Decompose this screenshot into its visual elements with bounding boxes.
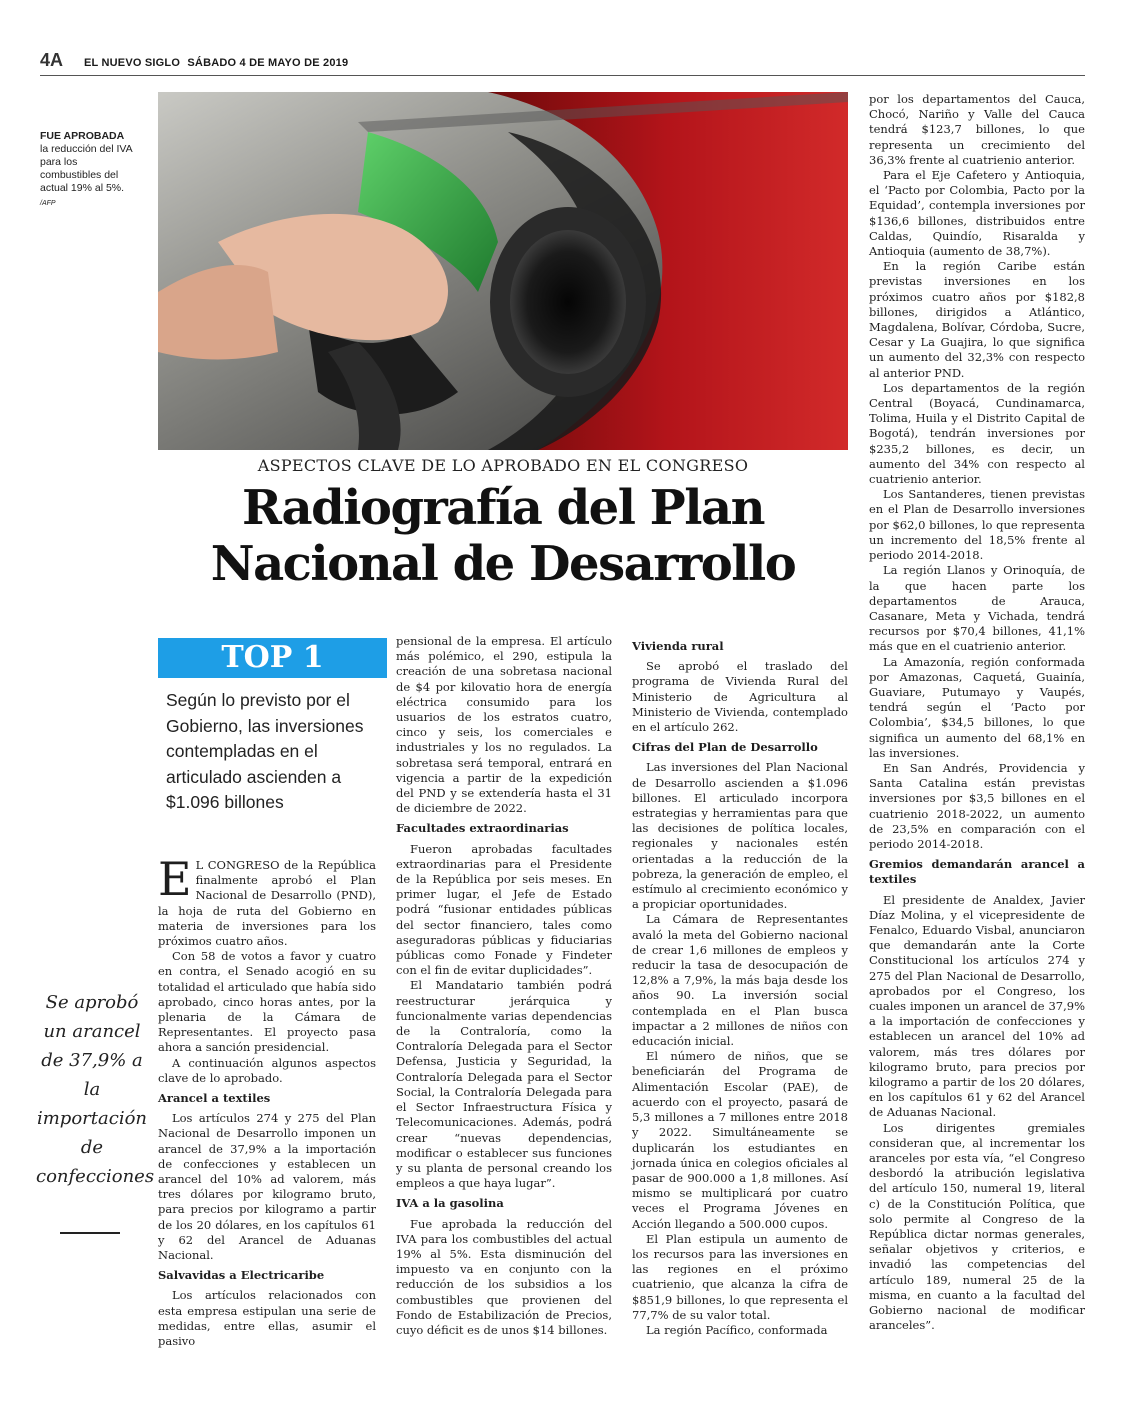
- subhead: Vivienda rural: [632, 639, 724, 653]
- paragraph: La Amazonía, región conformada por Amazonas, Caquetá, Guainía, Guaviare, Putumayo y Vaupés, tendrá según el ‘Pacto por Colombia’, $34,5 billones, lo que significa un aumento del 68,1% en las inversiones.: [869, 654, 1085, 760]
- caption-credit: /AFP: [40, 200, 56, 207]
- paragraph: por los departamentos del Cauca, Chocó, Nariño y Valle del Cauca tendrá $123,7 billones, lo que representa un crecimiento del 36,3% frente al cuatrienio anterior.: [869, 92, 1085, 167]
- paragraph: [158, 852, 376, 949]
- subhead: Gremios demandarán arancel a textiles: [869, 857, 1085, 887]
- paragraph: Las inversiones del Plan Nacional de Desarrollo ascienden a $1.096 billones. El articulado incorpora estrategias y herramientas para que las decisiones de política locales, regionales y nacionales estén orientadas a la reducción de la pobreza, la generación de empleo, el estímulo al crecimiento económico y a propiciar oportunidades.: [632, 760, 848, 912]
- lead-text: L CONGRESO de la República finalmente aprobó el Plan Nacional de Desarrollo (PND), la hoja de ruta del Gobierno en materia de inversiones para los próximos cuatro años.: [158, 858, 376, 949]
- fuel-nozzle-illustration: [158, 92, 848, 450]
- headline-line-2: Nacional de Desarrollo: [210, 536, 796, 592]
- newspaper-name: EL NUEVO SIGLO: [84, 57, 181, 69]
- paragraph: A continuación algunos aspectos clave de lo aprobado.: [158, 1055, 376, 1085]
- caption-text: la reducción del IVA para los combustibles del actual 19% al 5%.: [40, 143, 133, 194]
- subhead: IVA a la gasolina: [396, 1196, 504, 1211]
- photo-caption: [40, 130, 140, 210]
- summary-text: Según lo previsto por el Gobierno, las inversiones contempladas en el articulado ascienden a $1.096 billones: [166, 690, 364, 812]
- paragraph: Fue aprobada la reducción del IVA para los combustibles del actual 19% al 5%. Esta disminución del impuesto va en conjunto con la reducción de los subsidios a los combustibles que provienen del Fondo de Estabilización de Precios, cuyo déficit es de unos $14 billones.: [396, 1216, 612, 1337]
- column-2: [396, 634, 612, 1338]
- column-4: [869, 92, 1085, 1333]
- subhead: Salvavidas a Electricaribe: [158, 1268, 325, 1283]
- paragraph: Fueron aprobadas facultades extraordinarias para el Presidente de la República por seis meses. En primer lugar, el Jefe de Estado podrá “fusionar entidades públicas del sector financiero, tales como aseguradoras públicas y fiduciarias públicas como Fonade y Findeter con el fin de evitar duplicidades”.: [396, 841, 612, 978]
- paragraph: En la región Caribe están previstas inversiones en los próximos cuatro años por $182,8 billones, dirigidos a Atlántico, Magdalena, Bolívar, Córdoba, Sucre, Cesar y La Guajira, lo que significa un aumento del 32,3% con respecto al anterior PND.: [869, 259, 1085, 380]
- pull-quote: Se aprobó un arancel de 37,9% a la importación de confecciones: [36, 992, 155, 1187]
- paragraph: La Cámara de Representantes avaló la meta del Gobierno nacional de crear 1,6 millones de empleos y reducir la tasa de desocupación de 12,8% a 7,9%, la más baja desde los años 90. La inversión social contemplada en el Plan busca impactar a 2 millones de niños con educación inicial.: [632, 912, 848, 1049]
- paragraph: La región Pacífico, conformada: [646, 1322, 828, 1337]
- paragraph: Los artículos relacionados con esta empresa estipulan una serie de medidas, entre ellas, asumir el pasivo: [158, 1288, 376, 1349]
- subhead: Arancel a textiles: [158, 1091, 271, 1106]
- paragraph: El presidente de Analdex, Javier Díaz Molina, y el vicepresidente de Fenalco, Eduardo Visbal, anunciaron que demandarán ante la Corte Constitucional los artículos 274 y 275 del Plan Nacional de Desarrollo, aprobados por el Congreso, los cuales imponen un arancel de 37,9% a la importación de confecciones y establecen un arancel del 10% ad valorem, más tres dólares por kilogramo bruto, para precios por kilogramo a partir de los 20 dólares, en los capítulos 61 y 62 del Arancel de Aduanas Nacional.: [869, 892, 1085, 1120]
- paragraph: pensional de la empresa. El artículo más polémico, el 290, estipula la creación de una sobretasa nacional de $4 por kilovatio hora de energía eléctrica consumido para los usuarios de los estratos cuatro, cinco y seis, los comerciales e industriales y los no regulados. La sobretasa será temporal, entrará en vigencia a partir de la expedición del PND y se extendería hasta el 31 de diciembre de 2022.: [396, 634, 612, 816]
- top-label: TOP 1: [158, 638, 387, 678]
- paragraph: Se aprobó el traslado del programa de Vivienda Rural del Ministerio de Agricultura al Ministerio de Vivienda, contemplado en el artículo 262.: [632, 659, 848, 735]
- drop-cap: E: [158, 852, 192, 906]
- page-number: 4A: [40, 50, 64, 70]
- header-rule: [40, 75, 1085, 76]
- paragraph: El Mandatario también podrá reestructurar jerárquica y funcionalmente varias dependencias de la Contraloría, como la Contraloría Delegada para el Sector Defensa, Justicia y Seguridad, la Contraloría Delegada para el Sector Social, la Contraloría Delegada para el Sector Infraestructura Física y Telecomunicaciones. Además, podrá crear “nuevas dependencias, modificar o establecer sus funciones y su planta de personal creando los empleos a que haya lugar”.: [396, 978, 612, 1191]
- paragraph: El Plan estipula un aumento de los recursos para las inversiones en las regiones en el próximo cuatrienio, que alcanza la cifra de $851,9 billones, lo que representa el 77,7% de su valor total.: [632, 1231, 848, 1322]
- paragraph: El número de niños, que se beneficiarán del Programa de Alimentación Escolar (PAE), de acuerdo con el proyecto, pasará de 5,3 millones a 7 millones entre 2018 y 2022. Simultáneamente se duplicarán los estudiantes en jornada única en colegios oficiales al pasar de 900.000 a 1,8 millones. Así mismo se multiplicará por cuatro veces el Programa Jóvenes en Acción llegando a 500.000 cupos.: [632, 1049, 848, 1231]
- headline: [158, 480, 848, 592]
- paragraph: Los artículos 274 y 275 del Plan Nacional de Desarrollo imponen un arancel de 37,9% a la importación de confecciones y establecen un arancel del 10% ad valorem, más tres dólares por kilogramo bruto, para precios por kilogramo a partir de los 20 dólares, en los capítulos 61 y 62 del Arancel de Aduanas Nacional.: [158, 1111, 376, 1263]
- headline-line-1: Radiografía del Plan: [242, 480, 764, 536]
- masthead: [84, 57, 352, 69]
- column-3: [632, 634, 848, 1338]
- kicker: ASPECTOS CLAVE DE LO APROBADO EN EL CONGRESO: [257, 456, 749, 475]
- issue-date: SÁBADO 4 DE MAYO DE 2019: [187, 57, 349, 69]
- paragraph: Los dirigentes gremiales consideran que, al incrementar los aranceles por esta vía, “el Congreso desbordó la atribución legislativa del artículo 150, numeral 19, literal c) de la Constitución Política, que solo permite al Congreso de la República dictar normas generales, señalar objetivos y criterios, e invadió las competencias del artículo 189, numeral 25 de la misma, en cuanto a la facultad del Gobierno nacional de modificar aranceles”.: [869, 1120, 1085, 1333]
- column-1: [158, 852, 376, 1349]
- caption-head: FUE APROBADA: [40, 130, 125, 142]
- paragraph: La región Llanos y Orinoquía, de la que hacen parte los departamentos de Arauca, Casanare, Meta y Vichada, tendrá recursos por $70,4 billones, 41,1% más que en el cuatrienio anterior.: [869, 563, 1085, 654]
- paragraph: Los departamentos de la región Central (Boyacá, Cundinamarca, Tolima, Huila y el Distrito Capital de Bogotá), tendrán inversiones por $235,2 billones, es decir, un aumento del 34% con respecto al cuatrienio anterior.: [869, 380, 1085, 487]
- paragraph: En San Andrés, Providencia y Santa Catalina están previstas inversiones por $3,5 billones en el cuatrienio 2018-2022, un aumento de 23,5% en comparación con el periodo 2014-2018.: [869, 760, 1085, 851]
- fuel-pump-photo: [158, 92, 848, 450]
- subhead: Cifras del Plan de Desarrollo: [632, 740, 818, 755]
- pull-quote-rule: [60, 1232, 120, 1234]
- paragraph: Para el Eje Cafetero y Antioquia, el ‘Pacto por Colombia, Pacto por la Equidad’, contempla inversiones por $136,6 billones, distribuidos entre Caldas, Quindío, Risaralda y Antioquia (aumento de 38,7%).: [869, 168, 1085, 259]
- paragraph: Los Santanderes, tienen previstas en el Plan de Desarrollo inversiones por $62,0 billones, lo que representa un incremento del 18,5% frente al periodo 2014-2018.: [869, 487, 1085, 563]
- paragraph: Con 58 de votos a favor y cuatro en contra, el Senado acogió en su totalidad el articulado que había sido aprobado, cinco horas antes, por la plenaria de la Cámara de Representantes. El proyecto pasa ahora a sanción presidencial.: [158, 949, 376, 1055]
- subhead: Facultades extraordinarias: [396, 821, 569, 836]
